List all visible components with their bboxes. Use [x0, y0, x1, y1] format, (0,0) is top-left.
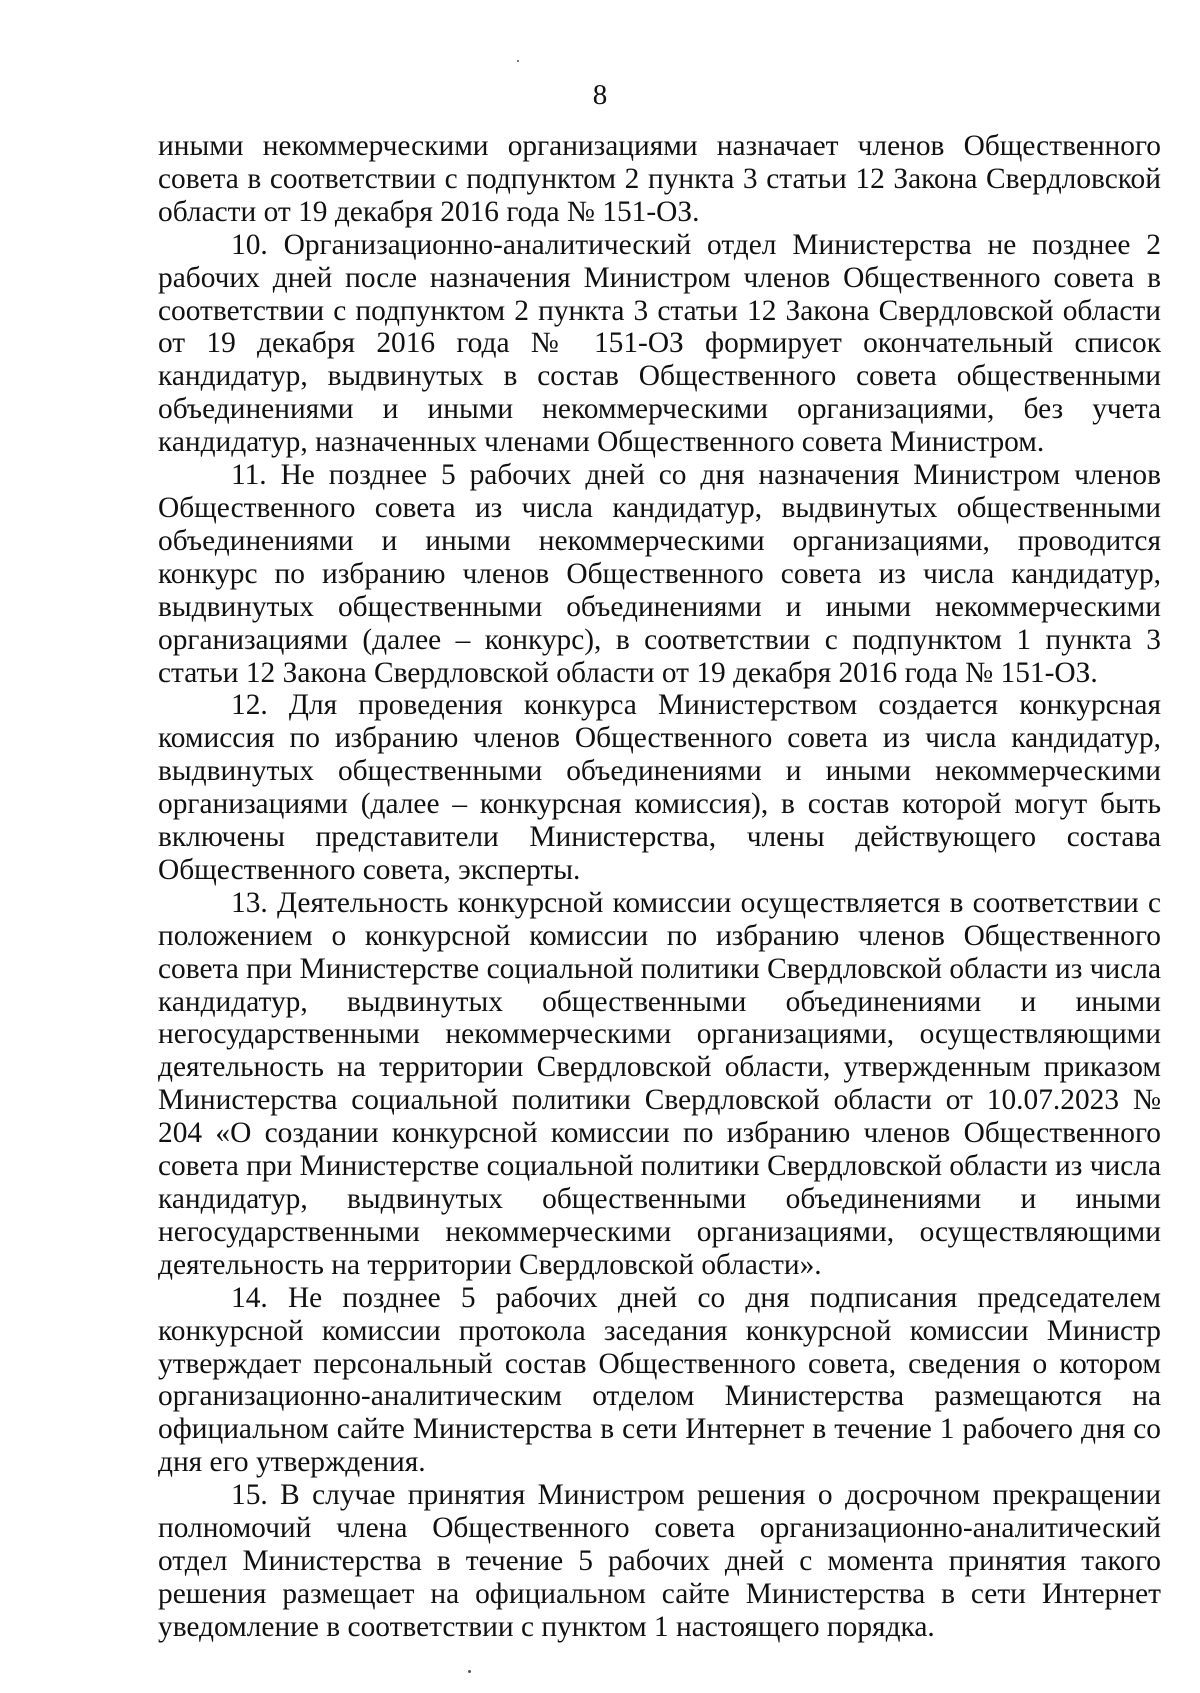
- scan-speck: [517, 60, 519, 62]
- paragraph-item-10: 10. Организационно-аналитический отдел Министерства не позднее 2 рабочих дней после назначения Министром членов Общественного совета в соответствии с подпунктом 2 пункта 3 статьи 12 Закона Свердловской области от 19 декабря 2016 года № 151-ОЗ формирует окончательный список кандидатур, выдвинутых в состав Общественного совета общественными объединениями и иными некоммерческими организациями, без учета кандидатур, назначенных членами Общественного совета Министром.: [158, 228, 1161, 459]
- scan-speck: [468, 1670, 471, 1673]
- document-body: [158, 130, 1161, 1644]
- page-number: 8: [592, 79, 608, 111]
- paragraph-item-12: 12. Для проведения конкурса Министерством создается конкурсная комиссия по избранию членов Общественного совета из числа кандидатур, выдвинутых общественными объединениями и иными некоммерческими организациями (далее – конкурсная комиссия), в состав которой могут быть включены представители Министерства, члены действующего состава Общественного совета, эксперты.: [158, 689, 1161, 886]
- paragraph-item-15: 15. В случае принятия Министром решения о досрочном прекращении полномочий члена Общественного совета организационно-аналитический отдел Министерства в течение 5 рабочих дней с момента принятия такого решения размещает на официальном сайте Министерства в сети Интернет уведомление в соответствии с пунктом 1 настоящего порядка.: [158, 1479, 1161, 1643]
- paragraph-continuation: иными некоммерческими организациями назначает членов Общественного совета в соответствии с подпунктом 2 пункта 3 статьи 12 Закона Свердловской области от 19 декабря 2016 года № 151-ОЗ.: [158, 130, 1161, 228]
- paragraph-item-13: 13. Деятельность конкурсной комиссии осуществляется в соответствии с положением о конкурсной комиссии по избранию членов Общественного совета при Министерстве социальной политики Свердловской области из числа кандидатур, выдвинутых общественными объединениями и иными негосударственными некоммерческими организациями, осуществляющими деятельность на территории Свердловской области, утвержденным приказом Министерства социальной политики Свердловской области от 10.07.2023 № 204 «О создании конкурсной комиссии по избранию членов Общественного совета при Министерстве социальной политики Свердловской области из числа кандидатур, выдвинутых общественными объединениями и иными негосударственными некоммерческими организациями, осуществляющими деятельность на территории Свердловской области».: [158, 886, 1161, 1281]
- paragraph-item-14: 14. Не позднее 5 рабочих дней со дня подписания председателем конкурсной комиссии протокола заседания конкурсной комиссии Министр утверждает персональный состав Общественного совета, сведения о котором организационно-аналитическим отделом Министерства размещаются на официальном сайте Министерства в сети Интернет в течение 1 рабочего дня со дня его утверждения.: [158, 1281, 1161, 1479]
- paragraph-item-11: 11. Не позднее 5 рабочих дней со дня назначения Министром членов Общественного совета из числа кандидатур, выдвинутых общественными объединениями и иными некоммерческими организациями, проводится конкурс по избранию членов Общественного совета из числа кандидатур, выдвинутых общественными объединениями и иными некоммерческими организациями (далее – конкурс), в соответствии с подпунктом 1 пункта 3 статьи 12 Закона Свердловской области от 19 декабря 2016 года № 151-ОЗ.: [158, 459, 1161, 689]
